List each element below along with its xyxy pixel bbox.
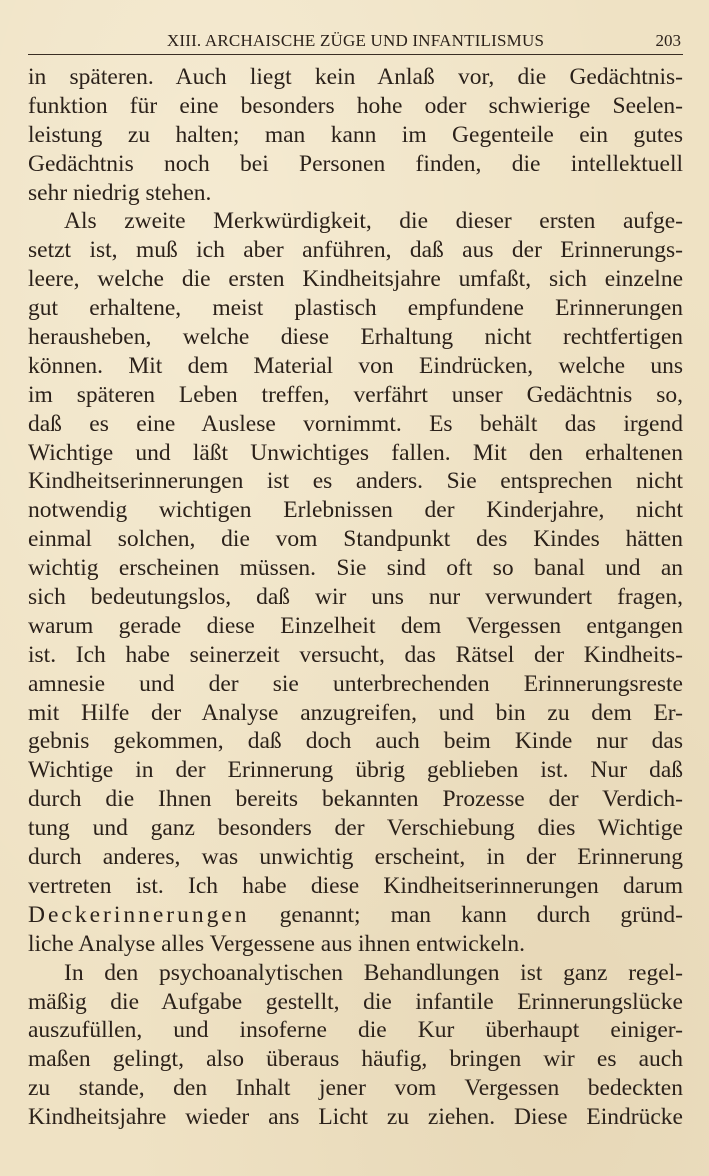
text-line: im späteren Leben treffen, verfährt unser Gedächtnis so, [28, 381, 683, 408]
text-line: mäßig die Aufgabe gestellt, die infantile Erinnerungslücke [28, 988, 683, 1015]
text-line: notwendig wichtigen Erlebnissen der Kinderjahre, nicht [28, 497, 683, 524]
text-line: durch anderes, was unwichtig erscheint, in der Erinnerung [28, 844, 683, 871]
text-line: leere, welche die ersten Kindheitsjahre umfaßt, sich einzelne [28, 266, 683, 293]
text-line: vertreten ist. Ich habe diese Kindheitserinnerungen darum [28, 872, 683, 899]
text-line: liche Analyse alles Vergessene aus ihnen entwickeln. [28, 930, 526, 957]
text-line: gut erhaltene, meist plastisch empfundene Erinnerungen [28, 295, 683, 322]
page-number: 203 [655, 31, 681, 50]
text-line: warum gerade diese Einzelheit dem Vergessen entgangen [28, 612, 683, 639]
text-line: durch die Ihnen bereits bekannten Prozesse der Verdich- [28, 786, 683, 813]
text-line: in späteren. Auch liegt kein Anlaß vor, die Gedächtnis- [28, 64, 683, 90]
text-line: maßen gelingt, also überaus häufig, bringen wir es auch [28, 1046, 683, 1073]
text-line: Als zweite Merkwürdigkeit, die dieser ersten aufge- [64, 208, 683, 235]
book-page [28, 30, 683, 1132]
spaced-term: Deckerinnerungen [28, 901, 250, 928]
text-line: Wichtige und läßt Unwichtiges fallen. Mit den erhaltenen [28, 439, 683, 466]
text-line: gebnis gekommen, daß doch auch beim Kinde nur das [28, 728, 683, 755]
text-line: sich bedeutungslos, daß wir uns nur verwundert fragen, [28, 584, 683, 611]
text-line: tung und ganz besonders der Verschiebung dies Wichtige [28, 815, 683, 842]
line-rest: genannt; man kann durch gründ- [249, 901, 683, 928]
text-line: können. Mit dem Material von Eindrücken, welche uns [28, 352, 683, 379]
text-line: zu stande, den Inhalt jener vom Vergessen bedeckten [28, 1075, 683, 1102]
text-line: funktion für eine besonders hohe oder schwierige Seelen- [28, 92, 683, 119]
text-line: auszufüllen, und insoferne die Kur überhaupt einiger- [28, 1017, 683, 1044]
text-line: mit Hilfe der Analyse anzugreifen, und bin zu dem Er- [28, 699, 683, 726]
text-line: In den psychoanalytischen Behandlungen ist ganz regel- [64, 959, 683, 986]
text-line: wichtig erscheinen müssen. Sie sind oft so banal und an [28, 555, 683, 582]
text-line: herausheben, welche diese Erhaltung nicht rechtfertigen [28, 324, 683, 351]
text-line: ist. Ich habe seinerzeit versucht, das Rätsel der Kindheits- [28, 641, 683, 668]
text-line: amnesie und der sie unterbrechenden Erinnerungsreste [28, 670, 683, 697]
running-head: XIII. ARCHAISCHE ZÜGE UND INFANTILISMUS [166, 31, 545, 50]
text-line: Wichtige in der Erinnerung übrig geblieben ist. Nur daß [28, 757, 683, 784]
text-line: leistung zu halten; man kann im Gegenteile ein gutes [28, 121, 683, 148]
text-line: sehr niedrig stehen. [28, 179, 212, 206]
page-header [28, 30, 683, 55]
text-line [28, 901, 683, 930]
text-line: setzt ist, muß ich aber anführen, daß aus der Erinnerungs- [28, 237, 683, 264]
body-text [28, 63, 683, 1132]
text-line: einmal solchen, die vom Standpunkt des Kindes hätten [28, 526, 683, 553]
text-line: Kindheitsjahre wieder ans Licht zu ziehen. Diese Eindrücke [28, 1104, 683, 1131]
text-line: daß es eine Auslese vornimmt. Es behält das irgend [28, 410, 683, 437]
text-line: Gedächtnis noch bei Personen finden, die intellektuell [28, 150, 683, 177]
text-line: Kindheitserinnerungen ist es anders. Sie entsprechen nicht [28, 468, 683, 495]
